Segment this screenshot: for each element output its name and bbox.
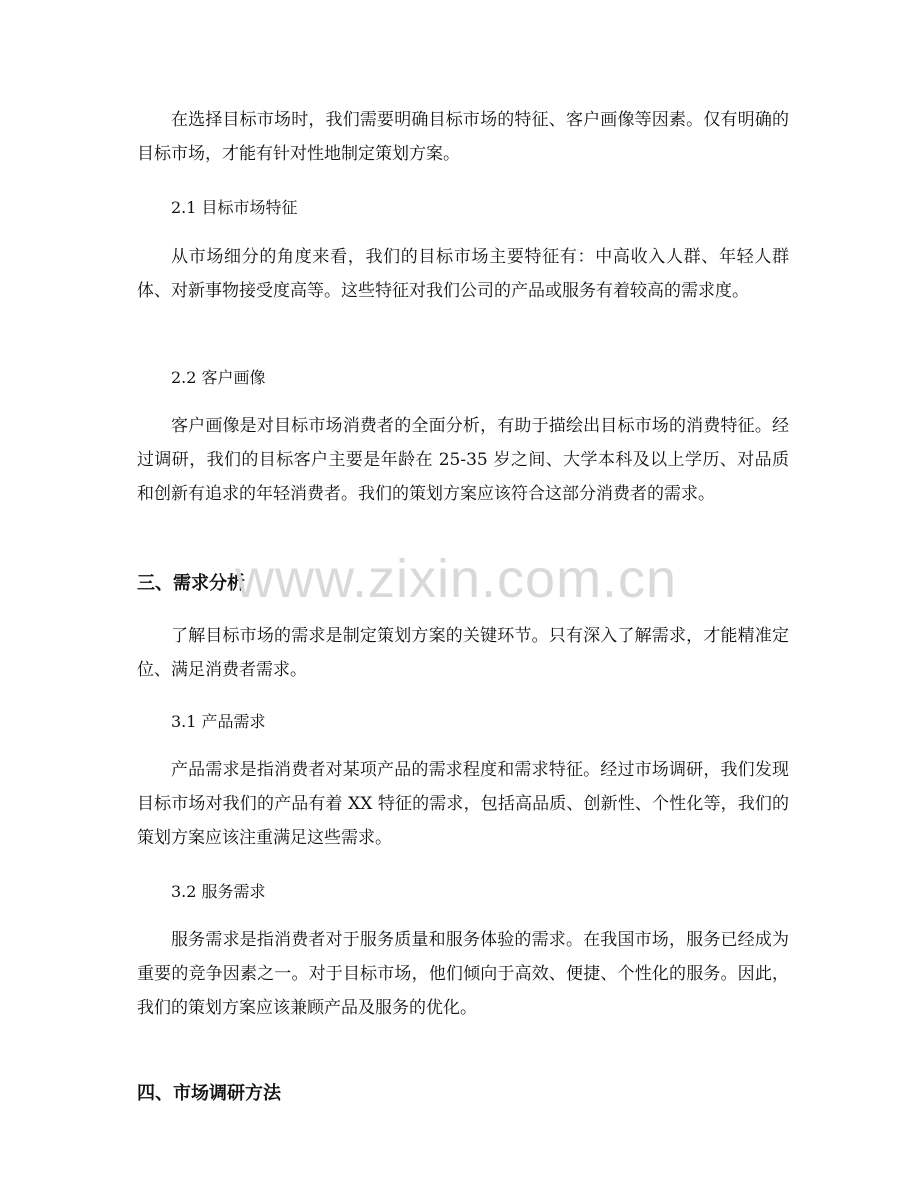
section-heading-3: 三、需求分析 [137, 573, 245, 594]
subheading-2-1: 2.1 目标市场特征 [171, 198, 298, 217]
subheading-3-2: 3.2 服务需求 [171, 882, 266, 901]
paragraph-service-demand: 服务需求是指消费者对于服务质量和服务体验的需求。在我国市场，服务已经成为重要的竞争因素之一。对于目标市场，他们倾向于高效、便捷、个性化的服务。因此，我们的策划方案应该兼顾产品及服务的优化。 [137, 930, 789, 1018]
paragraph-demand-analysis: 了解目标市场的需求是制定策划方案的关键环节。只有深入了解需求，才能精准定位、满足消费者需求。 [137, 626, 789, 680]
paragraph-customer-profile: 客户画像是对目标市场消费者的全面分析，有助于描绘出目标市场的消费特征。经过调研，我们的目标客户主要是年龄在 25-35 岁之间、大学本科及以上学历、对品质和创新有追求的年轻消费者。我们的策划方案应该符合这部分消费者的需求。 [137, 416, 789, 504]
paragraph-target-market-intro: 在选择目标市场时，我们需要明确目标市场的特征、客户画像等因素。仅有明确的目标市场，才能有针对性地制定策划方案。 [137, 110, 789, 164]
watermark: www.zixin.com.cn [235, 549, 678, 609]
paragraph-market-features: 从市场细分的角度来看，我们的目标市场主要特征有：中高收入人群、年轻人群体、对新事物接受度高等。这些特征对我们公司的产品或服务有着较高的需求度。 [137, 247, 789, 301]
subheading-3-1: 3.1 产品需求 [171, 712, 266, 731]
subheading-2-2: 2.2 客户画像 [171, 368, 266, 387]
section-heading-4: 四、市场调研方法 [137, 1083, 281, 1104]
paragraph-product-demand: 产品需求是指消费者对某项产品的需求程度和需求特征。经过市场调研，我们发现目标市场对我们的产品有着 XX 特征的需求，包括高品质、创新性、个性化等，我们的策划方案应该注重满足这些需求。 [137, 760, 789, 848]
